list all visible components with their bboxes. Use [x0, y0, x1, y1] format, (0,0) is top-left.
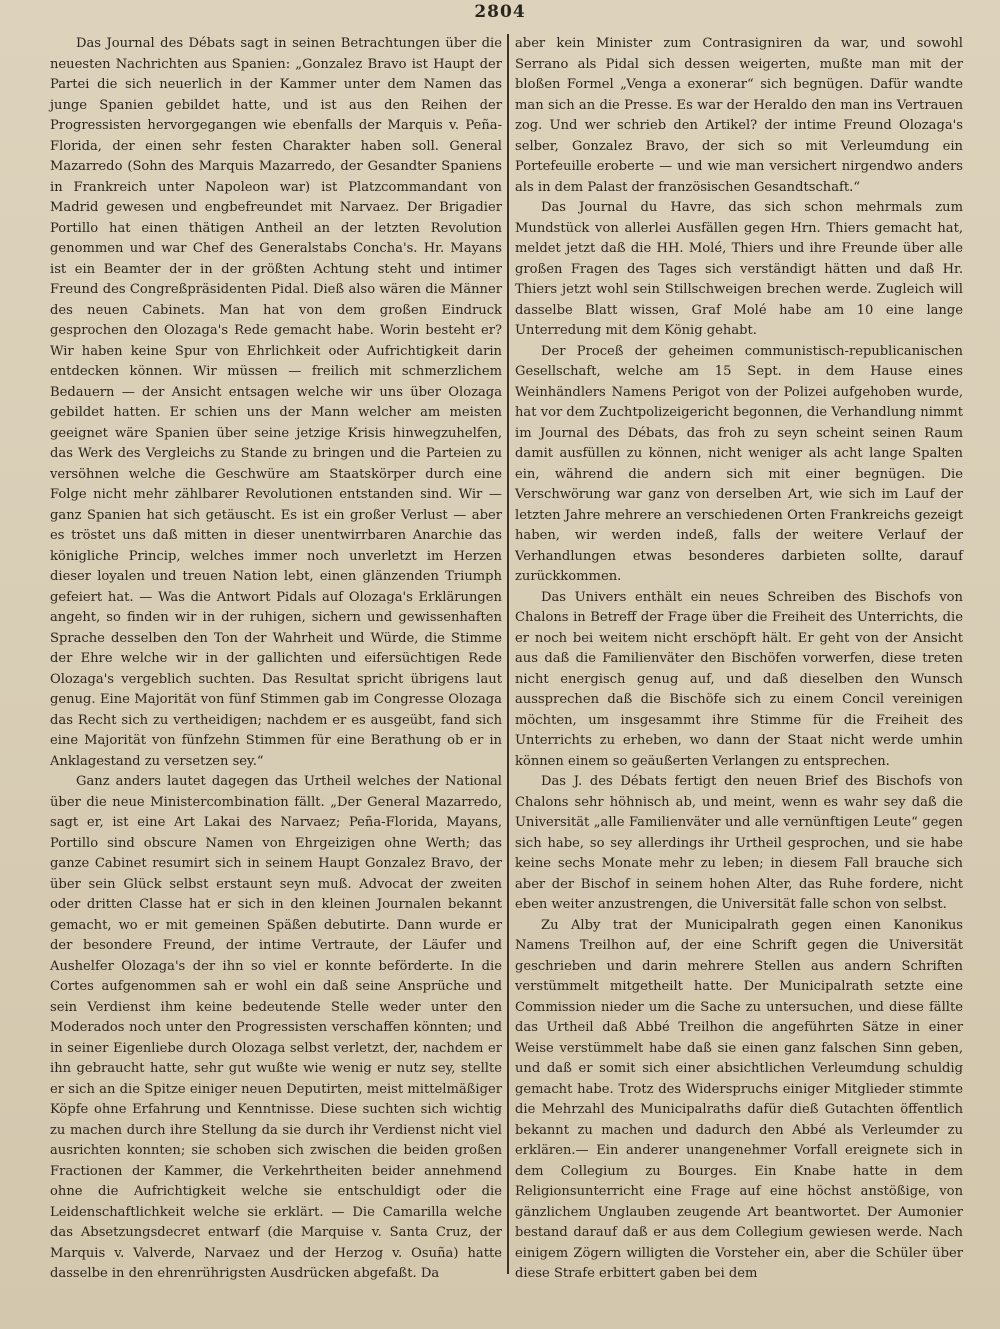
article-paragraph: Der Proceß der geheimen communistisch-republicanischen Gesellschaft, welche am 15 Sept. in dem Hause eines Weinhändlers Namens Perigot von der Polizei aufgehoben wurde, hat vor dem Zuchtpolizeigericht begonnen, die Verhandlung nimmt im Journal des Débats, das froh zu seyn scheint seinen Raum damit ausfüllen zu können, nicht weniger als acht lange Spalten ein, während die andern sich mit einer begnügen. Die Verschwörung war ganz von derselben Art, wie sich im Lauf der letzten Jahre mehrere an verschiedenen Orten Frankreichs gezeigt haben, wir werden indeß, falls der weitere Verlauf der Verhandlungen etwas besonderes darbieten sollte, darauf zurückkommen.	[515, 343, 963, 584]
article-paragraph: Ganz anders lautet dagegen das Urtheil welches der National über die neue Ministercombination fällt. „Der General Mazarredo, sagt er, ist eine Art Lakai des Narvaez; Peña-Florida, Mayans, Portillo sind obscure Namen von Ehrgeizigen ohne Werth; das ganze Cabinet resumirt sich in seinem Haupt Gonzalez Bravo, der über sein Glück selbst erstaunt seyn muß. Advocat der zweiten oder dritten Classe hat er sich in den kleinen Journalen bekannt gemacht, wo er mit gemeinen Späßen debutirte. Dann wurde er der besondere Freund, der intime Vertraute, der Läufer und Aushelfer Olozaga's der ihn so viel er konnte beförderte. In die Cortes aufgenommen sah er wohl ein daß seine Ansprüche und sein Verdienst ihm keine bedeutende Stelle weder unter den Moderados noch unter den Progressisten verschaffen könnten; und in seiner Eigenliebe durch Olozaga selbst verletzt, der, nachdem er ihn gebraucht hatte, sehr gut wußte wie wenig er nutz sey, stellte er sich an die Spitze einiger neuen Deputirten, meist mittelmäßiger Köpfe ohne Erfahrung und Kenntnisse. Diese suchten sich wichtig zu machen durch ihre Stellung da sie durch ihr Verdienst nicht viel ausrichten konnten; sie schoben sich zwischen die beiden großen Fractionen der Kammer, die Verkehrtheiten beider annehmend ohne die Aufrichtigkeit welche sie entschuldigt oder die Leidenschaftlichkeit welche sie erklärt. — Die Camarilla welche das Absetzungsdecret entwarf (die Marquise v. Santa Cruz, der Marquis v. Valverde, Narvaez und der Herzog v. Osuña) hatte dasselbe in den ehrenrührigsten Ausdrücken abgefaßt. Da	[50, 774, 502, 1281]
article-paragraph: Zu Alby trat der Municipalrath gegen einen Kanonikus Namens Treilhon auf, der eine Schrift gegen die Universität geschrieben und darin mehrere Stellen aus andern Schriften verstümmelt mitgetheilt hatte. Der Municipalrath setzte eine Commission nieder um die Sache zu untersuchen, und diese fällte das Urtheil daß Abbé Treilhon die angeführten Sätze in einer Weise verstümmelt habe daß sie einen ganz falschen Sinn geben, und daß er somit sich einer absichtlichen Verleumdung schuldig gemacht habe. Trotz des Widerspruchs einiger Mitglieder stimmte die Mehrzahl des Municipalraths dafür dieß Gutachten öffentlich bekannt zu machen und dadurch den Abbé als Verleumder zu erklären.— Ein anderer unangenehmer Vorfall ereignete sich in dem Collegium zu Bourges. Ein Knabe hatte in dem Religionsunterricht eine Frage auf eine höchst anstößige, von gänzlichem Unglauben zeugende Art beantwortet. Der Aumonier bestand darauf daß er aus dem Collegium gewiesen werde. Nach einigem Zögern willigten die Vorsteher ein, aber die Schüler über diese Strafe erbittert gaben bei dem	[515, 917, 963, 1281]
article-paragraph: Das Journal du Havre, das sich schon mehrmals zum Mundstück von allerlei Ausfällen gegen Hrn. Thiers gemacht hat, meldet jetzt daß die HH. Molé, Thiers und ihre Freunde über alle großen Fragen des Tages sich verständigt hätten und daß Hr. Thiers jetzt wohl sein Stillschweigen brechen werde. Zugleich will dasselbe Blatt wissen, Graf Molé habe am 10 eine lange Unterredung mit dem König gehabt.	[515, 200, 963, 338]
article-paragraph: aber kein Minister zum Contrasigniren da war, und sowohl Serrano als Pidal sich dessen weigerten, mußte man mit der bloßen Formel „Venga a exonerar“ sich begnügen. Dafür wandte man sich an die Presse. Es war der Heraldo den man ins Vertrauen zog. Und wer schrieb den Artikel? der intime Freund Olozaga's selber, Gonzalez Bravo, der sich so mit Verleumdung ein Portefeuille eroberte — und wie man versichert nirgendwo anders als in dem Palast der französischen Gesandtschaft.“	[515, 36, 963, 195]
article-paragraph: Das Univers enthält ein neues Schreiben des Bischofs von Chalons in Betreff der Frage über die Freiheit des Unterrichts, die er noch bei weitem nicht erschöpft hält. Er geht von der Ansicht aus daß die Familienväter den Bischöfen vorwerfen, diese treten nicht energisch genug auf, und daß dieselben den Wunsch aussprechen daß die Bischöfe sich zu einem Concil vereinigen möchten, um insgesammt ihre Stimme für die Freiheit des Unterrichts zu erheben, wo dann der Staat nicht werde umhin können einem so geäußerten Verlangen zu entsprechen.	[515, 589, 963, 769]
left-column	[50, 34, 502, 1285]
page-number: 2804	[474, 2, 526, 22]
column-divider	[507, 34, 509, 1274]
right-column	[515, 34, 963, 1285]
article-paragraph: Das J. des Débats fertigt den neuen Brief des Bischofs von Chalons sehr höhnisch ab, und meint, wenn es wahr sey daß die Universität „alle Familienväter und alle vernünftigen Leute“ gegen sich habe, so sey allerdings ihr Urtheil gesprochen, und sie habe keine sechs Monate mehr zu leben; in diesem Fall brauche sich aber der Bischof in seinem hohen Alter, das Ruhe fordere, nicht eben weiter anzustrengen, die Universität falle schon von selbst.	[515, 774, 963, 912]
article-paragraph: Das Journal des Débats sagt in seinen Betrachtungen über die neuesten Nachrichten aus Spanien: „Gonzalez Bravo ist Haupt der Partei die sich neuerlich in der Kammer unter dem Namen das junge Spanien gebildet hatte, und ist aus den Reihen der Progressisten hervorgegangen wie ebenfalls der Marquis v. Peña-Florida, der einen sehr festen Charakter haben soll. General Mazarredo (Sohn des Marquis Mazarredo, der Gesandter Spaniens in Frankreich unter Napoleon war) ist Platzcommandant von Madrid gewesen und engbefreundet mit Narvaez. Der Brigadier Portillo hat einen thätigen Antheil an der letzten Revolution genommen und war Chef des Generalstabs Concha's. Hr. Mayans ist ein Beamter der in der größten Achtung steht und intimer Freund des Congreßpräsidenten Pidal. Dieß also wären die Männer des neuen Cabinets. Man hat von dem großen Eindruck gesprochen den Olozaga's Rede gemacht habe. Worin besteht er? Wir haben keine Spur von Ehrlichkeit oder Aufrichtigkeit darin entdecken können. Wir müssen — freilich mit schmerzlichem Bedauern — der Ansicht entsagen welche wir uns über Olozaga gebildet hatten. Er schien uns der Mann welcher am meisten geeignet wäre Spanien über seine jetzige Krisis hinwegzuhelfen, das Werk des Vergleichs zu Stande zu bringen und die Parteien zu versöhnen welche die Geschwüre am Staatskörper durch eine Folge nicht mehr zählbarer Revolutionen entstanden sind. Wir — ganz Spanien hat sich getäuscht. Es ist ein großer Verlust — aber es tröstet uns daß mitten in dieser unentwirrbaren Anarchie das königliche Princip, welches immer noch unverletzt im Herzen dieser loyalen und treuen Nation lebt, einen glänzenden Triumph gefeiert hat. — Was die Antwort Pidals auf Olozaga's Erklärungen angeht, so finden wir in der ruhigen, sichern und gewissenhaften Sprache desselben den Ton der Wahrheit und Würde, die Stimme der Ehre welche wir in der gallichten und eifersüchtigen Rede Olozaga's vergeblich suchten. Das Resultat spricht übrigens laut genug. Eine Majorität von fünf Stimmen gab im Congresse Olozaga das Recht sich zu vertheidigen; nachdem er es ausgeübt, fand sich eine Majorität von fünfzehn Stimmen für eine Berathung ob er in Anklagestand zu versetzen sey.“	[50, 36, 502, 769]
